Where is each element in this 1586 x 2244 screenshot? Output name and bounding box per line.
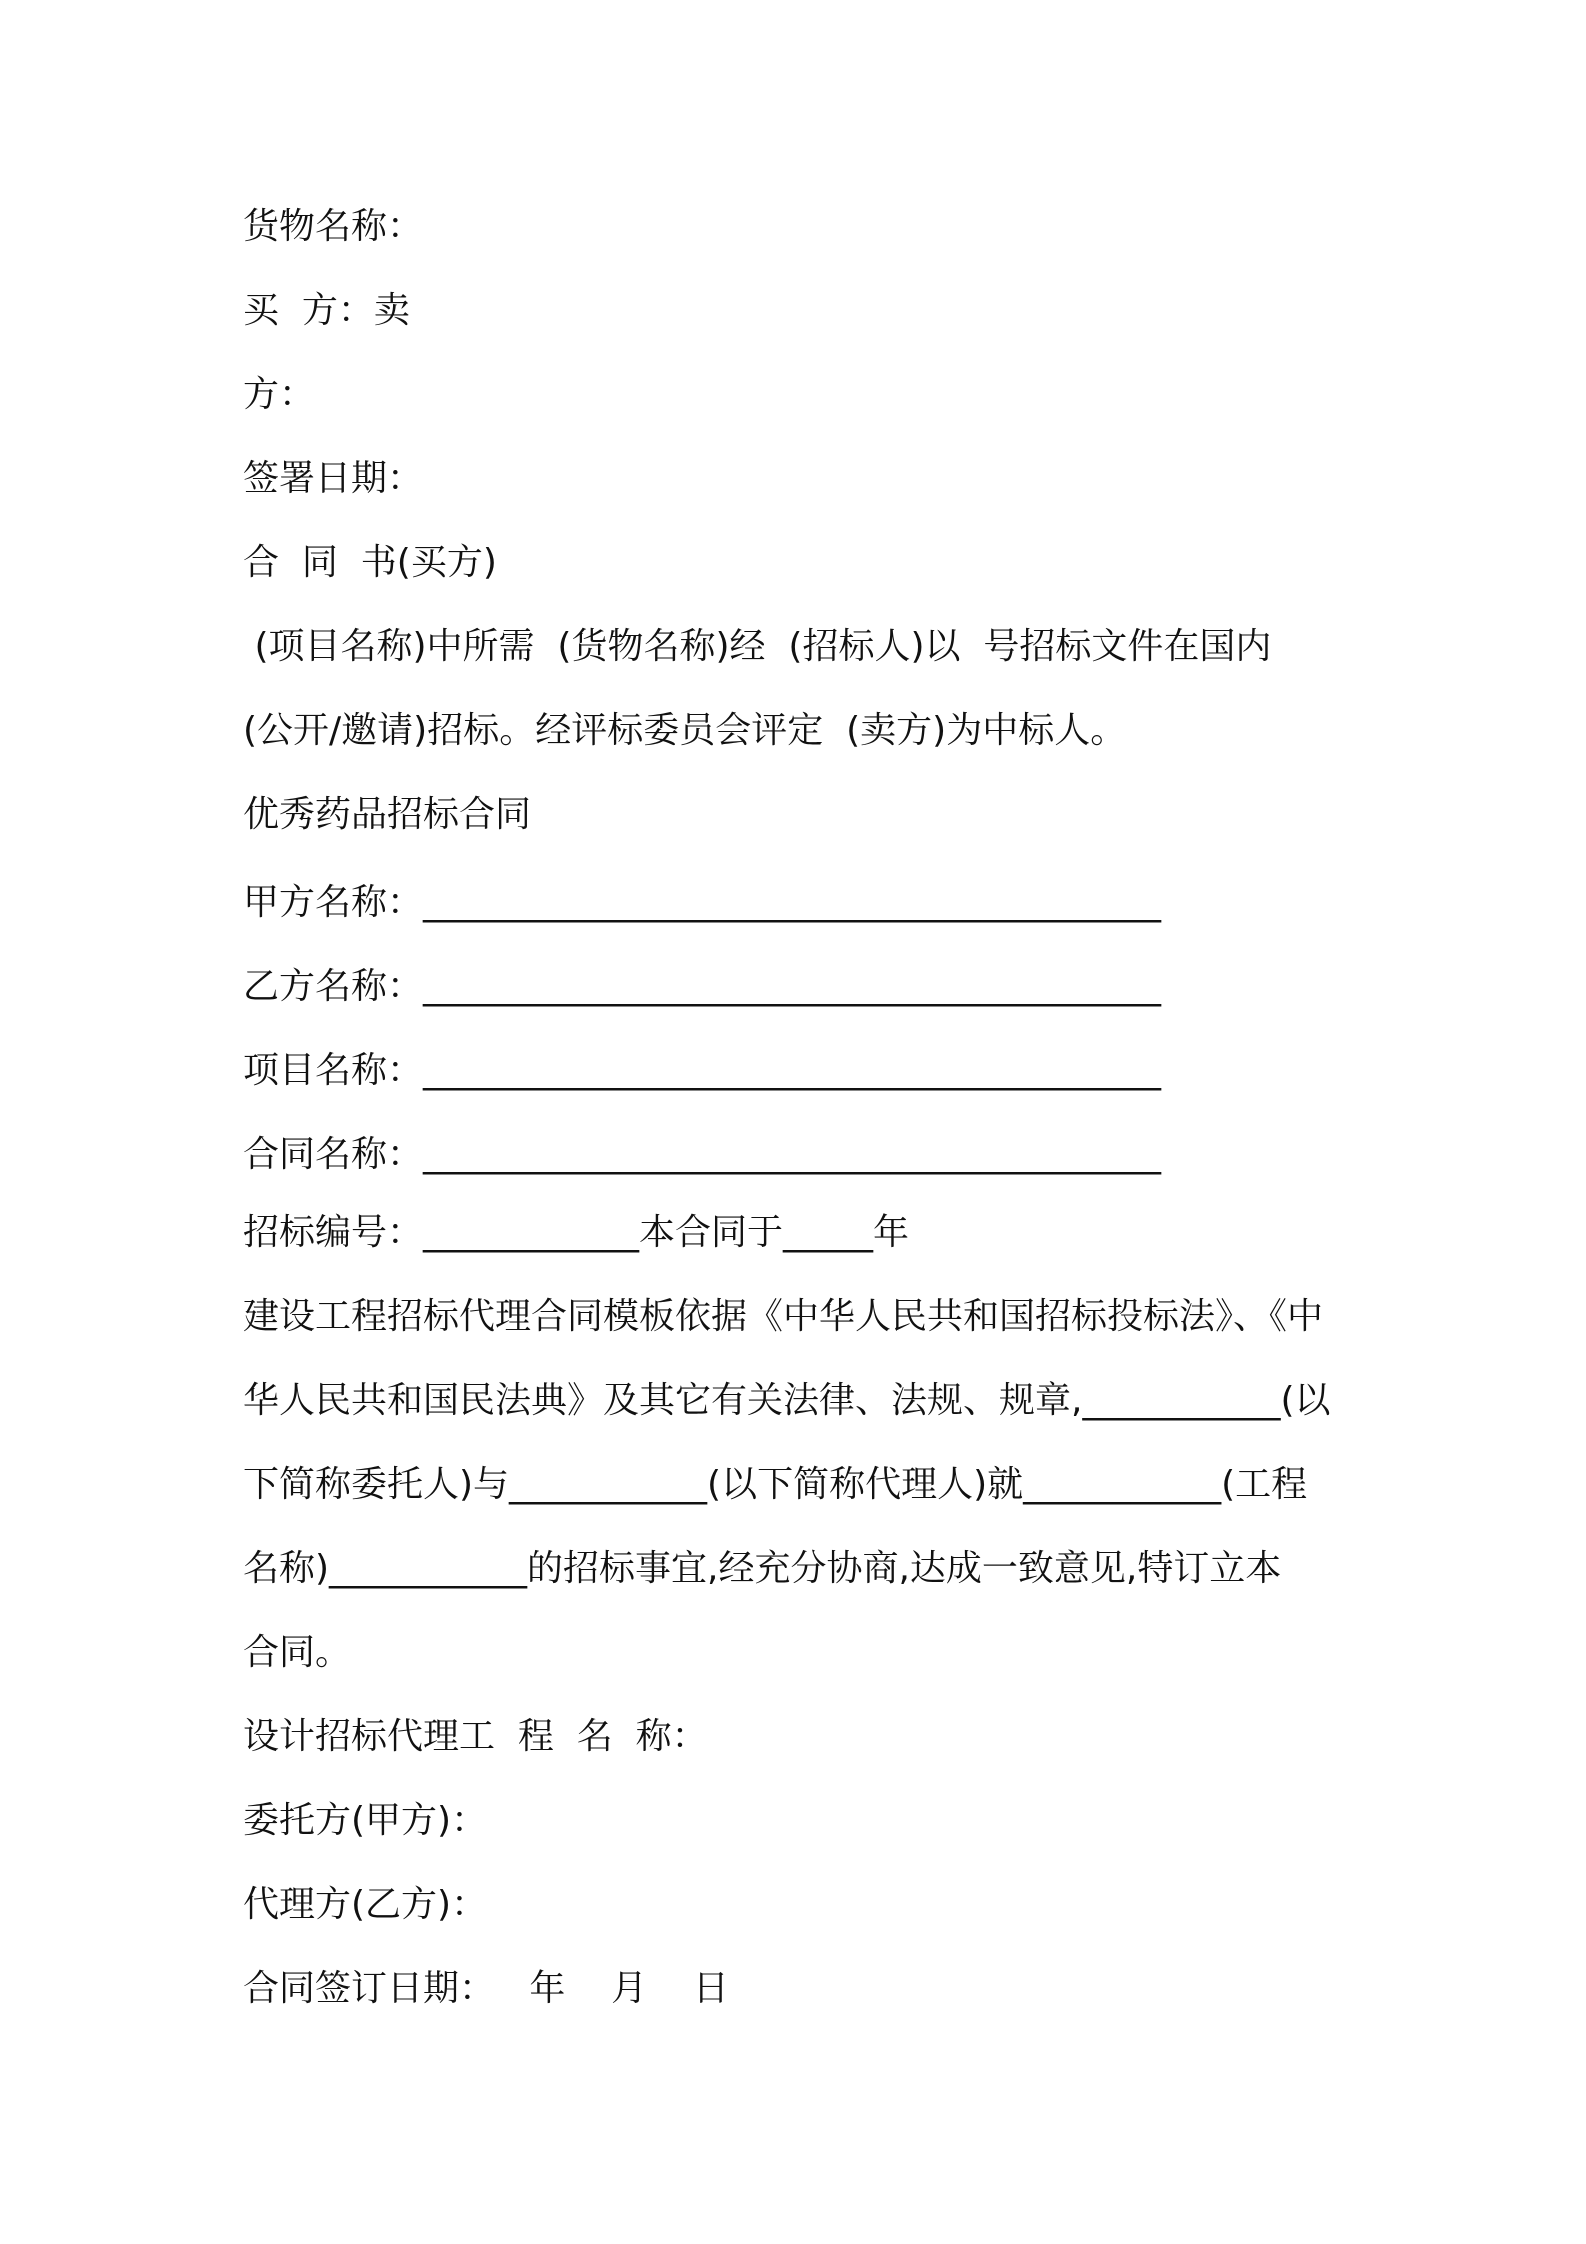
body-paragraph-line: (项目名称)中所需 (货物名称)经 (招标人)以 号招标文件在国内 bbox=[243, 626, 1272, 667]
party-a-name-field: 甲方名称：_________________________________________ bbox=[243, 882, 1162, 923]
client-party-line: 委托方(甲方)： bbox=[243, 1800, 488, 1841]
buyer-seller-line: 买 方：卖 bbox=[243, 290, 410, 331]
contract-heading: 合 同 书(买方) bbox=[243, 542, 497, 583]
body-paragraph-line: 建设工程招标代理合同模板依据《中华人民共和国招标投标法》、《中 bbox=[243, 1296, 1324, 1337]
body-paragraph-line: (公开/邀请)招标。经评标委员会评定 (卖方)为中标人。 bbox=[243, 710, 1127, 751]
section-title: 优秀药品招标合同 bbox=[243, 794, 532, 835]
agent-party-line: 代理方(乙方)： bbox=[243, 1884, 488, 1925]
body-paragraph-line: 华人民共和国民法典》及其它有关法律、法规、规章,___________(以 bbox=[243, 1380, 1331, 1421]
sign-date-line: 签署日期： bbox=[243, 458, 424, 499]
seller-line: 方： bbox=[243, 374, 316, 415]
contract-date-line: 合同签订日期： 年 月 日 bbox=[243, 1968, 729, 2009]
contract-name-field: 合同名称：_________________________________________ bbox=[243, 1134, 1162, 1175]
project-name-field: 项目名称：_________________________________________ bbox=[243, 1050, 1162, 1091]
body-paragraph-line: 名称)___________的招标事宜,经充分协商,达成一致意见,特订立本 bbox=[243, 1548, 1282, 1589]
body-paragraph-line: 下简称委托人)与___________(以下简称代理人)就___________(工程 bbox=[243, 1464, 1308, 1505]
project-title-line: 设计招标代理工 程 名 称： bbox=[243, 1716, 708, 1757]
goods-name-line: 货物名称： bbox=[243, 206, 424, 247]
tender-number-field: 招标编号：____________本合同于_____年 bbox=[243, 1212, 910, 1253]
body-paragraph-line: 合同。 bbox=[243, 1632, 352, 1673]
party-b-name-field: 乙方名称：_________________________________________ bbox=[243, 966, 1162, 1007]
